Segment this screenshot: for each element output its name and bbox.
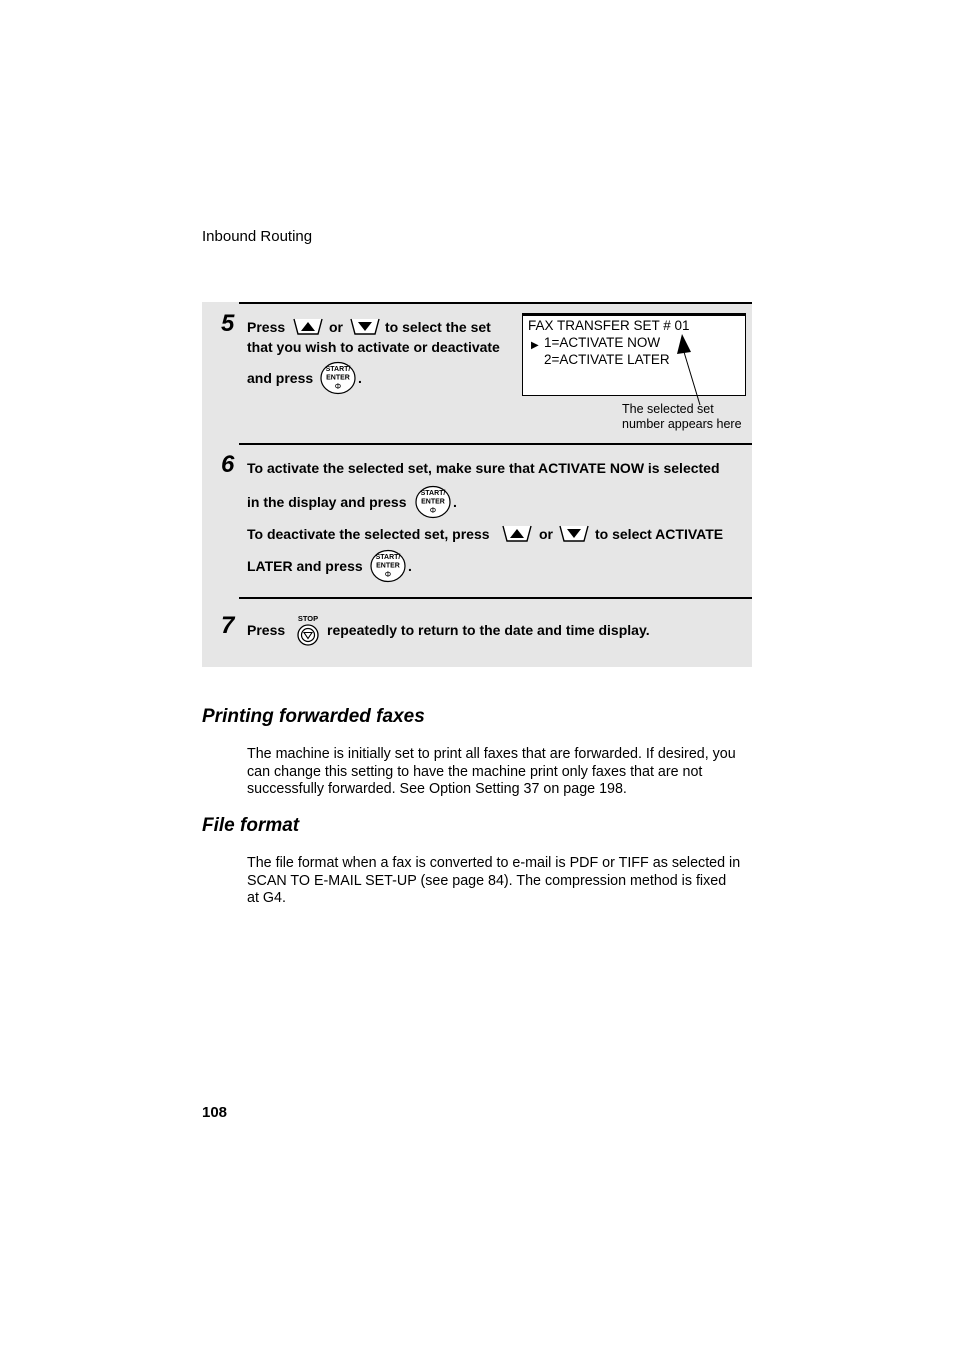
- step-5-text-line2: that you wish to activate or deactivate: [247, 339, 500, 355]
- start-key-symbol: Φ: [429, 506, 437, 515]
- start-key-bottom-label: ENTER: [421, 498, 445, 506]
- start-key-top-label: START/: [325, 366, 351, 373]
- heading-file-format: File format: [202, 815, 300, 836]
- down-arrow-key-icon: [558, 524, 590, 543]
- callout-arrow-icon: [676, 332, 706, 407]
- callout-line-1: The selected set: [622, 402, 714, 416]
- lcd-line-3: 2=ACTIVATE LATER: [544, 352, 670, 367]
- step-6-text-line3a: To deactivate the selected set, press: [247, 526, 490, 542]
- step-5-text-line3: and press: [247, 370, 314, 386]
- step-5-text-line1: to select the set: [385, 319, 491, 335]
- step-6-or-text: or: [539, 526, 553, 542]
- step-5-press-text: Press: [247, 319, 286, 335]
- paragraph-printing-forwarded-faxes: [247, 746, 747, 799]
- callout-line-2: number appears here: [622, 417, 742, 431]
- step-divider: [239, 443, 752, 445]
- step-6-text-line3b: to select ACTIVATE: [595, 526, 724, 542]
- step-5-or-text: or: [329, 319, 343, 335]
- step-6-text-line4: LATER and press: [247, 558, 363, 574]
- step-7-number: 7: [221, 612, 235, 639]
- step-6-text-line1: To activate the selected set, make sure that ACTIVATE NOW is selected: [247, 460, 720, 476]
- start-key-top-label: START/: [375, 554, 401, 561]
- up-arrow-key-icon: [292, 317, 324, 336]
- lcd-line-1: FAX TRANSFER SET # 01: [528, 318, 690, 333]
- step-5-number: 5: [221, 310, 235, 337]
- lcd-display: [522, 313, 746, 396]
- display-callout: [622, 402, 742, 432]
- page-number: 108: [202, 1104, 228, 1121]
- paragraph-line: can change this setting to have the machine print only faxes that are not: [247, 763, 703, 780]
- paragraph-line: The machine is initially set to print all faxes that are forwarded. If desired, you: [247, 746, 736, 762]
- down-arrow-key-icon: [349, 317, 381, 336]
- start-enter-key-icon: [414, 485, 452, 519]
- step-6-text-line2: in the display and press: [247, 494, 407, 510]
- start-enter-key-icon: [369, 549, 407, 583]
- start-key-top-label: START/: [420, 490, 446, 497]
- paragraph-file-format: [247, 855, 747, 908]
- lcd-line-2: 1=ACTIVATE NOW: [544, 335, 661, 350]
- paragraph-line: at G4.: [247, 890, 286, 906]
- heading-printing-forwarded-faxes: Printing forwarded faxes: [202, 706, 425, 727]
- step-7-text: repeatedly to return to the date and time display.: [327, 622, 650, 638]
- start-key-symbol: Φ: [384, 570, 392, 579]
- step-divider: [239, 597, 752, 599]
- start-enter-key-icon: [319, 361, 357, 395]
- step-6-period-2: .: [408, 558, 412, 574]
- up-arrow-key-icon: [501, 524, 533, 543]
- start-key-bottom-label: ENTER: [326, 374, 350, 382]
- step-6-number: 6: [221, 451, 235, 478]
- paragraph-line: SCAN TO E-MAIL SET-UP (see page 84). The compression method is fixed: [247, 872, 727, 889]
- stop-key-label: STOP: [297, 614, 319, 623]
- step-divider: [239, 302, 752, 304]
- paragraph-line: The file format when a fax is converted to e-mail is PDF or TIFF as selected in: [247, 855, 741, 871]
- pointer-triangle-icon: ▶: [531, 340, 539, 351]
- stop-key-icon: [294, 613, 322, 647]
- paragraph-line: successfully forwarded. See Option Setting 37 on page 198.: [247, 781, 627, 797]
- start-key-symbol: Φ: [334, 382, 342, 391]
- step-5-period: .: [358, 370, 362, 386]
- step-7-press-text: Press: [247, 622, 286, 638]
- section-label: Inbound Routing: [202, 228, 313, 245]
- step-6-period-1: .: [453, 494, 457, 510]
- start-key-bottom-label: ENTER: [376, 562, 400, 570]
